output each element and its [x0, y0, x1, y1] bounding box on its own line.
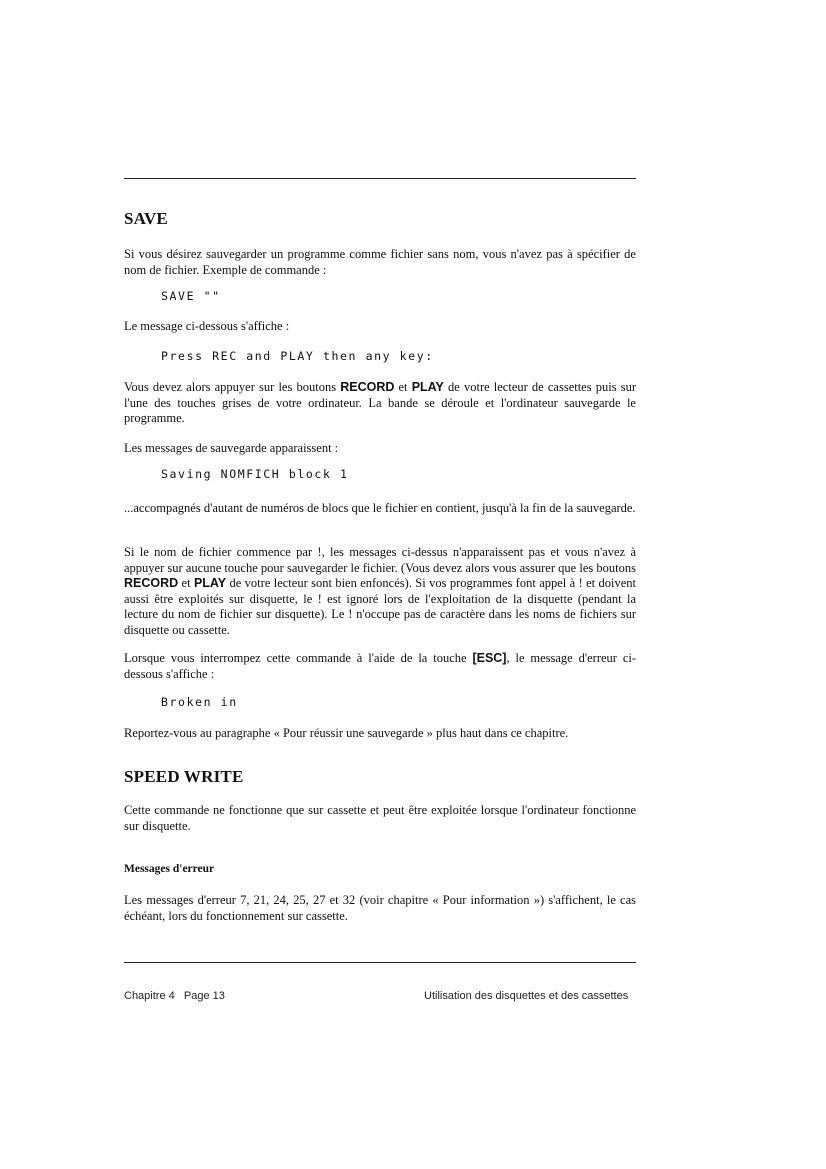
- footer-page-number: Chapitre 4 Page 13: [124, 990, 225, 1002]
- save-paragraph-1: Si vous désirez sauvegarder un programme comme fichier sans nom, vous n'avez pas à spécifier de nom de fichier. Exemple de commande :: [124, 247, 636, 277]
- error-messages-subheading: Messages d'erreur: [124, 863, 215, 875]
- save-paragraph-6: [124, 545, 636, 638]
- speed-write-heading: SPEED WRITE: [124, 767, 244, 786]
- save-heading: SAVE: [124, 209, 168, 228]
- keyword-record: RECORD: [340, 380, 395, 394]
- keyword-record: RECORD: [124, 576, 179, 590]
- save-paragraph-8: Reportez-vous au paragraphe « Pour réussir une sauvegarde » plus haut dans ce chapitre.: [124, 726, 569, 740]
- save-paragraph-3: [124, 380, 636, 427]
- code-saving-message: Saving NOMFICH block 1: [161, 467, 349, 481]
- text-fragment: et: [178, 576, 194, 590]
- code-press-rec-message: Press REC and PLAY then any key:: [161, 349, 434, 363]
- speed-write-paragraph-1: Cette commande ne fonctionne que sur cassette et peut être exploitée lorsque l'ordinateur fonctionne sur disquette.: [124, 803, 636, 833]
- footer-chapter-title: Utilisation des disquettes et des cassettes: [424, 990, 629, 1002]
- top-rule: [124, 178, 636, 179]
- speed-write-paragraph-2: Les messages d'erreur 7, 21, 24, 25, 27 et 32 (voir chapitre « Pour information ») s'affichent, le cas échéant, lors du fonctionnement sur cassette.: [124, 893, 636, 923]
- keyword-play: PLAY: [193, 576, 227, 590]
- bottom-rule: [124, 962, 636, 963]
- text-fragment: , le message d'erreur ci-dessous s'affiche :: [124, 651, 637, 681]
- save-paragraph-7: [124, 651, 636, 682]
- keyword-esc: [ESC]: [472, 651, 507, 665]
- code-broken-in-message: Broken in: [161, 695, 238, 709]
- text-fragment: de votre lecteur de cassettes puis sur l'une des touches grises de votre ordinateur. La bande se déroule et l'ordinateur sauvegarde le programme.: [124, 380, 636, 425]
- text-fragment: Lorsque vous interrompez cette commande à l'aide de la touche: [124, 651, 473, 665]
- text-fragment: et: [394, 380, 412, 394]
- text-fragment: Vous devez alors appuyer sur les boutons: [124, 380, 341, 394]
- keyword-play: PLAY: [411, 380, 444, 394]
- text-fragment: de votre lecteur sont bien enfoncés). Si vos programmes font appel à ! et doivent aussi être exploités sur disquette, le ! est ignoré lors de l'exploitation de la disquette (pendant la lecture du nom de fichier sur disquette). Le ! n'occupe pas de caractère dans les noms de fichiers sur disquette ou cassette.: [124, 576, 636, 637]
- save-paragraph-2: Le message ci-dessous s'affiche :: [124, 319, 290, 333]
- save-paragraph-4: Les messages de sauvegarde apparaissent :: [124, 441, 339, 455]
- text-fragment: Si le nom de fichier commence par !, les messages ci-dessus n'apparaissent pas et vous n'avez à appuyer sur aucune touche pour sauvegarder le fichier. (Vous devez alors vous assurer que les boutons: [124, 545, 636, 575]
- code-save-command: SAVE "": [161, 289, 221, 303]
- save-paragraph-5: ...accompagnés d'autant de numéros de blocs que le fichier en contient, jusqu'à la fin de la sauvegarde.: [124, 501, 636, 515]
